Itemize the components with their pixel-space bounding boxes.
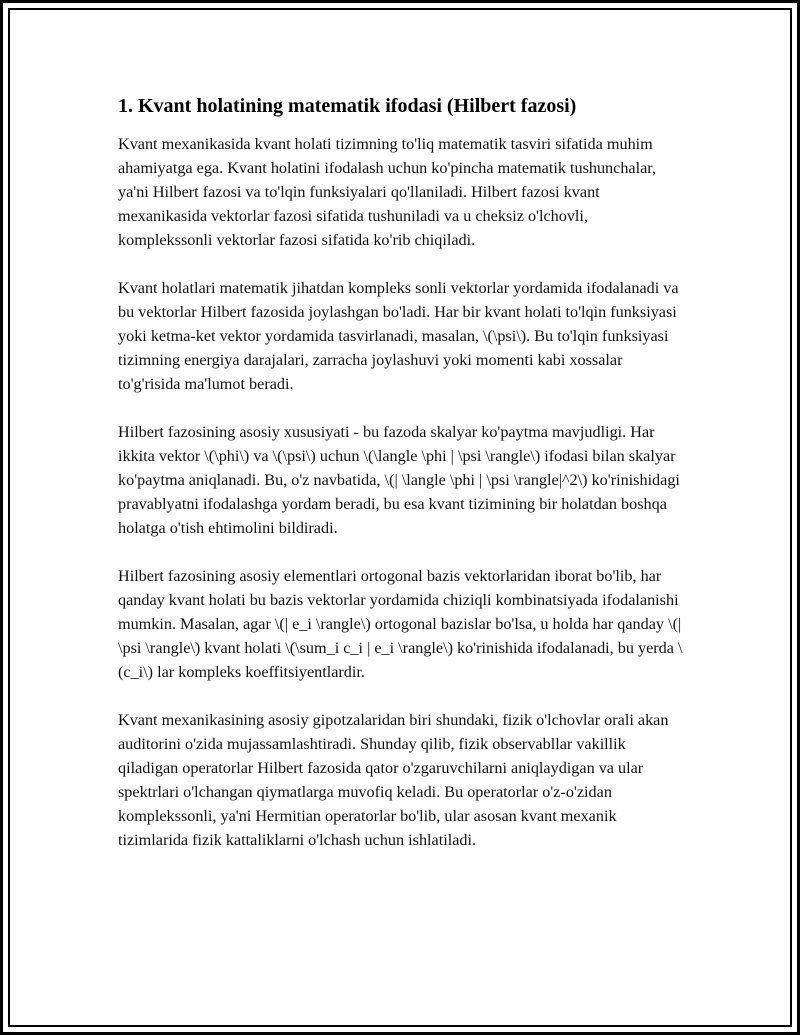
paragraph-4: Hilbert fazosining asosiy elementlari ortogonal bazis vektorlaridan iborat bo'lib, har qanday kvant holati bu bazis vektorlar yordamida chiziqli kombinatsiyada ifodalanishi mumkin. Masalan, agar \(| e_i \rangle\) ortogonal bazislar bo'lsa, u holda har qanday \(| \psi \rangle\) kvant holati \(\sum_i c_i | e_i \rangle\) ko'rinishida ifodalanadi, bu yerda \(c_i\) lar kompleks koeffitsiyentlardir. [118,567,683,681]
paragraph-5: Kvant mexanikasining asosiy gipotzalaridan biri shundaki, fizik o'lchovlar orali akan auditorini o'zida mujassamlashtiradi. Shunday qilib, fizik observabllar vakillik qiladigan operatorlar Hilbert fazosida qator o'zgaruvchilarni aniqlaydigan va ular spektrlari o'lchangan qiymatlarga muvofiq keladi. Bu operatorlar o'z-o'zidan komplekssonli, ya'ni Hermitian operatorlar bo'lib, ular asosan kvant mexanik tizimlarida fizik kattaliklarni o'lchash uchun ishlatiladi. [118,711,669,849]
document-body [118,92,686,876]
paragraph-1: Kvant mexanikasida kvant holati tizimning to'liq matematik tasviri sifatida muhim ahamiyatga ega. Kvant holatini ifodalash uchun ko'pincha matematik tushunchalar, ya'ni Hilbert fazosi va to'lqin funksiyalari qo'llaniladi. Hilbert fazosi kvant mexanikasida vektorlar fazosi sifatida tushuniladi va u cheksiz o'lchovli, komplekssonli vektorlar fazosi sifatida ko'rib chiqiladi. [118,135,657,249]
document-title: 1. Kvant holatining matematik ifodasi (Hilbert fazosi) [118,95,577,117]
paragraph-3: Hilbert fazosining asosiy xususiyati - bu fazoda skalyar ko'paytma mavjudligi. Har ikkita vektor \(\phi\) va \(\psi\) uchun \(\langle \phi | \psi \rangle\) ifodasi bilan skalyar ko'paytma aniqlanadi. Bu, o'z navbatida, \(| \langle \phi | \psi \rangle|^2\) ko'rinishidagi pravablyatni ifodalashga yordam beradi, bu esa kvant tizimining bir holatdan boshqa holatga o'tish ehtimolini bildiradi. [118,423,680,537]
paragraph-2: Kvant holatlari matematik jihatdan kompleks sonli vektorlar yordamida ifodalanadi va bu vektorlar Hilbert fazosida joylashgan bo'ladi. Har bir kvant holati to'lqin funksiyasi yoki ketma-ket vektor yordamida tasvirlanadi, masalan, \(\psi\). Bu to'lqin funksiyasi tizimning energiya darajalari, zarracha joylashuvi yoki momenti kabi xossalar to'g'risida ma'lumot beradi. [118,279,679,393]
